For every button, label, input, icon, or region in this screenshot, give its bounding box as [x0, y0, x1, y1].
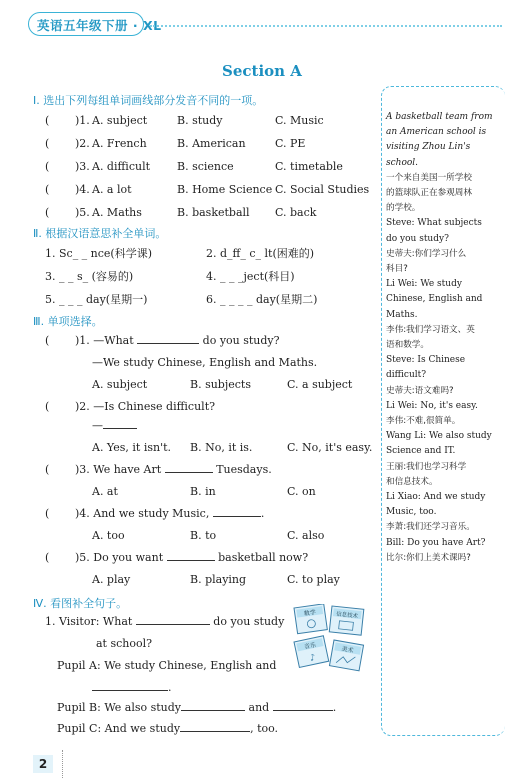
paren: ( — [45, 160, 50, 173]
answer-blank[interactable] — [137, 343, 199, 344]
answer-blank[interactable] — [92, 690, 168, 691]
dialogue-line: Music, too. — [386, 507, 437, 518]
q5-stem: )5. Do you want basketball now? — [75, 551, 309, 564]
dialogue-line: 史蒂夫:语文难吗? — [386, 385, 454, 396]
part2-heading: Ⅱ. 根据汉语意思补全单词。 — [33, 227, 167, 240]
option: C. a subject — [287, 378, 353, 391]
header-divider — [150, 25, 502, 27]
option: B. No, it is. — [190, 441, 253, 454]
answer-blank[interactable] — [273, 710, 333, 711]
answer-blank[interactable] — [181, 710, 245, 711]
book-label-maths: 数学 — [303, 609, 317, 618]
question-number: )2. — [75, 137, 90, 150]
answer-blank[interactable] — [165, 472, 213, 473]
dialogue-line: 和信息技术。 — [386, 476, 438, 487]
music-note-icon: ♪ — [308, 652, 317, 664]
part2-item: 3. _ _ s_ (容易的) — [45, 270, 134, 283]
paren: ( — [45, 400, 50, 413]
paren: ( — [45, 114, 50, 127]
dialogue-line: 的篮球队正在参观周林 — [386, 188, 472, 199]
paren: ( — [45, 463, 50, 476]
dialogue-line: A basketball team from — [386, 112, 493, 122]
option: B. American — [177, 137, 246, 150]
option: B. to — [190, 529, 217, 542]
answer-blank[interactable] — [103, 428, 137, 429]
dialogue-line: Wang Li: We also study — [386, 431, 492, 442]
page-title: Section A — [222, 62, 302, 80]
dialogue-line: 语和数学。 — [386, 340, 429, 351]
question-number: )5. — [75, 206, 90, 219]
dialogue-line: Li Wei: We study — [386, 279, 462, 290]
option: C. timetable — [275, 160, 343, 173]
answer-blank[interactable] — [213, 516, 261, 517]
part4-heading: Ⅳ. 看图补全句子。 — [33, 597, 128, 610]
page-divider — [62, 750, 63, 778]
part2-item: 6. _ _ _ _ day(星期二) — [206, 293, 318, 306]
option: A. subject — [92, 378, 148, 391]
q2-stem: )2. —Is Chinese difficult? — [75, 400, 216, 413]
option: C. PE — [275, 137, 306, 150]
header-label: 英语五年级下册 · XL — [37, 18, 162, 33]
paren: ( — [45, 137, 50, 150]
option: A. play — [92, 573, 131, 586]
paren: ( — [45, 183, 50, 196]
option: B. science — [177, 160, 234, 173]
dialogue-line: 一个来自美国一所学校 — [386, 172, 472, 183]
answer-blank[interactable] — [136, 624, 210, 625]
option: C. to play — [287, 573, 340, 586]
option: B. Home Science — [177, 183, 273, 196]
option: A. subject — [92, 114, 148, 127]
dialogue-line: 史蒂夫:你们学习什么 — [386, 248, 467, 259]
dialogue-line: 李伟:不难,很简单。 — [386, 416, 461, 427]
part1-heading: Ⅰ. 选出下列每组单词画线部分发音不同的一项。 — [33, 94, 264, 107]
part2-item: 5. _ _ _ day(星期一) — [45, 293, 148, 306]
dialogue-line: school. — [386, 157, 419, 168]
option: C. back — [275, 206, 317, 219]
paren: ( — [45, 334, 50, 347]
dialogue-line: visiting Zhou Lin's — [386, 142, 471, 153]
answer-blank[interactable] — [167, 560, 215, 561]
part4-line1: 1. Visitor: What do you study — [45, 615, 285, 628]
part4-line1b: at school? — [96, 637, 153, 650]
dialogue-line: Li Wei: No, it's easy. — [386, 400, 478, 411]
book-label-it: 信息技术 — [335, 611, 359, 620]
part4-line2-blank: . — [92, 681, 172, 694]
dialogue-text — [386, 110, 501, 566]
option: C. Social Studies — [275, 183, 370, 196]
dialogue-line: 的学校。 — [386, 203, 421, 214]
paren: ( — [45, 206, 50, 219]
option: A. at — [92, 485, 118, 498]
option: A. difficult — [92, 160, 151, 173]
option: A. Yes, it isn't. — [92, 441, 172, 454]
option: C. also — [287, 529, 325, 542]
question-number: )1. — [75, 114, 90, 127]
dialogue-line: Steve: Is Chinese — [386, 355, 466, 366]
dialogue-line: Li Xiao: And we study — [386, 492, 486, 503]
dialogue-line: 王丽:我们也学习科学 — [386, 461, 467, 472]
dialogue-line: Steve: What subjects — [386, 218, 482, 229]
dialogue-line: Bill: Do you have Art? — [386, 537, 486, 548]
part4-line4: Pupil C: And we study , too. — [57, 722, 279, 735]
part2-item: 2. d_ff_ c_ lt(困难的) — [206, 247, 315, 260]
option: C. on — [287, 485, 316, 498]
dialogue-line: an American school is — [386, 127, 487, 138]
q4-stem: )4. And we study Music, . — [75, 507, 265, 520]
q2-answer-line: — — [92, 419, 137, 432]
option: A. too — [92, 529, 125, 542]
textbooks-illustration — [288, 604, 372, 674]
option: B. subjects — [190, 378, 251, 391]
page-number: 2 — [33, 755, 53, 773]
question-number: )3. — [75, 160, 90, 173]
dialogue-line: 李萧:我们还学习音乐。 — [386, 522, 475, 533]
q1-answer: —We study Chinese, English and Maths. — [92, 356, 318, 369]
dialogue-line: Science and IT. — [386, 446, 456, 457]
option: B. playing — [190, 573, 247, 586]
option: A. a lot — [92, 183, 132, 196]
option: C. Music — [275, 114, 324, 127]
option: B. basketball — [177, 206, 250, 219]
paren: ( — [45, 551, 50, 564]
part3-heading: Ⅲ. 单项选择。 — [33, 315, 103, 328]
dialogue-line: Maths. — [386, 309, 418, 320]
option: C. No, it's easy. — [287, 441, 373, 454]
dialogue-line: 李伟:我们学习语文、英 — [386, 324, 475, 335]
q1-stem: )1. —What do you study? — [75, 334, 280, 347]
book-label-music: 音乐 — [303, 641, 317, 651]
dialogue-line: do you study? — [386, 233, 449, 244]
q3-stem: )3. We have Art Tuesdays. — [75, 463, 272, 476]
part2-item: 4. _ _ _ject(科目) — [206, 270, 295, 283]
dialogue-line: difficult? — [386, 370, 427, 381]
dialogue-line: 比尔:你们上美术课吗? — [386, 552, 471, 563]
option: B. in — [190, 485, 216, 498]
part4-line3: Pupil B: We also study and . — [57, 701, 337, 714]
book-label-art: 美术 — [340, 645, 354, 655]
question-number: )4. — [75, 183, 90, 196]
dialogue-line: 科目? — [386, 264, 408, 275]
option: A. French — [92, 137, 147, 150]
option: A. Maths — [92, 206, 142, 219]
dialogue-line: Chinese, English and — [386, 294, 483, 305]
part2-item: 1. Sc_ _ nce(科学课) — [45, 247, 153, 260]
paren: ( — [45, 507, 50, 520]
part4-line2: Pupil A: We study Chinese, English and — [57, 659, 277, 672]
answer-blank[interactable] — [180, 731, 250, 732]
option: B. study — [177, 114, 223, 127]
